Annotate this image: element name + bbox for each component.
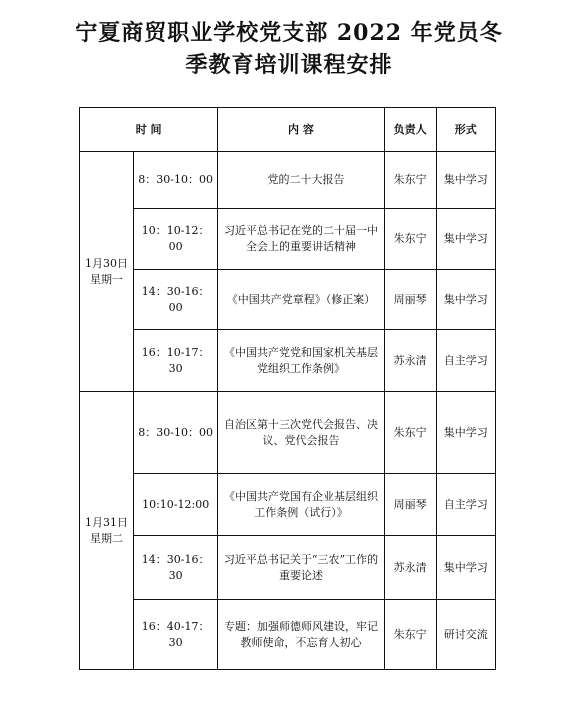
table-row: [80, 270, 496, 330]
content-cell: 《中国共产党章程》（修正案）: [218, 270, 384, 330]
table-row: [80, 536, 496, 600]
content-cell: 《中国共产党国有企业基层组织工作条例（试行）》: [218, 474, 384, 536]
time-cell: 8：30-10：00: [134, 392, 218, 474]
time-cell: 16：40-17：30: [134, 600, 218, 670]
table-row: [80, 152, 496, 209]
owner-cell: 周丽琴: [384, 474, 436, 536]
header-owner: 负责人: [384, 108, 436, 152]
owner-cell: 苏永清: [384, 536, 436, 600]
weekday-label: 星期一: [90, 272, 123, 286]
table-row: [80, 392, 496, 474]
date-label: 1月31日: [85, 515, 128, 529]
owner-cell: 朱东宁: [384, 600, 436, 670]
form-cell: 集中学习: [436, 392, 495, 474]
document-title-line-2: 季教育培训课程安排: [185, 52, 393, 78]
table-row: [80, 474, 496, 536]
content-cell: 专题：加强师德师风建设，牢记教师使命，不忘育人初心: [218, 600, 384, 670]
owner-cell: 周丽琴: [384, 270, 436, 330]
header-content: 内 容: [218, 108, 384, 152]
content-cell: 党的二十大报告: [218, 152, 384, 209]
table-row: [80, 209, 496, 270]
form-cell: 集中学习: [436, 536, 495, 600]
owner-cell: 朱东宁: [384, 209, 436, 270]
form-cell: 自主学习: [436, 330, 495, 392]
document-title-line-1: 宁夏商贸职业学校党支部 2022 年党员冬: [75, 20, 503, 46]
time-cell: 10：10-12：00: [134, 209, 218, 270]
date-label: 1月30日: [85, 256, 128, 270]
weekday-label: 星期二: [90, 531, 123, 545]
header-form: 形式: [436, 108, 495, 152]
date-cell-day2: [80, 392, 134, 670]
table-row: [80, 330, 496, 392]
time-cell: 14：30-16：30: [134, 536, 218, 600]
form-cell: 集中学习: [436, 270, 495, 330]
content-cell: 《中国共产党党和国家机关基层党组织工作条例》: [218, 330, 384, 392]
owner-cell: 朱东宁: [384, 152, 436, 209]
owner-cell: 朱东宁: [384, 392, 436, 474]
time-cell: 16：10-17：30: [134, 330, 218, 392]
time-cell: 10:10-12:00: [134, 474, 218, 536]
form-cell: 集中学习: [436, 152, 495, 209]
schedule-table: [79, 107, 496, 670]
header-row: [80, 108, 496, 152]
header-time: 时 间: [80, 108, 218, 152]
content-cell: 自治区第十三次党代会报告、决议、党代会报告: [218, 392, 384, 474]
time-cell: 14：30-16：00: [134, 270, 218, 330]
table-row: [80, 600, 496, 670]
form-cell: 集中学习: [436, 209, 495, 270]
date-cell-day1: [80, 152, 134, 392]
form-cell: 自主学习: [436, 474, 495, 536]
form-cell: 研讨交流: [436, 600, 495, 670]
content-cell: 习近平总书记在党的二十届一中全会上的重要讲话精神: [218, 209, 384, 270]
content-cell: 习近平总书记关于“三农”工作的重要论述: [218, 536, 384, 600]
owner-cell: 苏永清: [384, 330, 436, 392]
time-cell: 8：30-10：00: [134, 152, 218, 209]
